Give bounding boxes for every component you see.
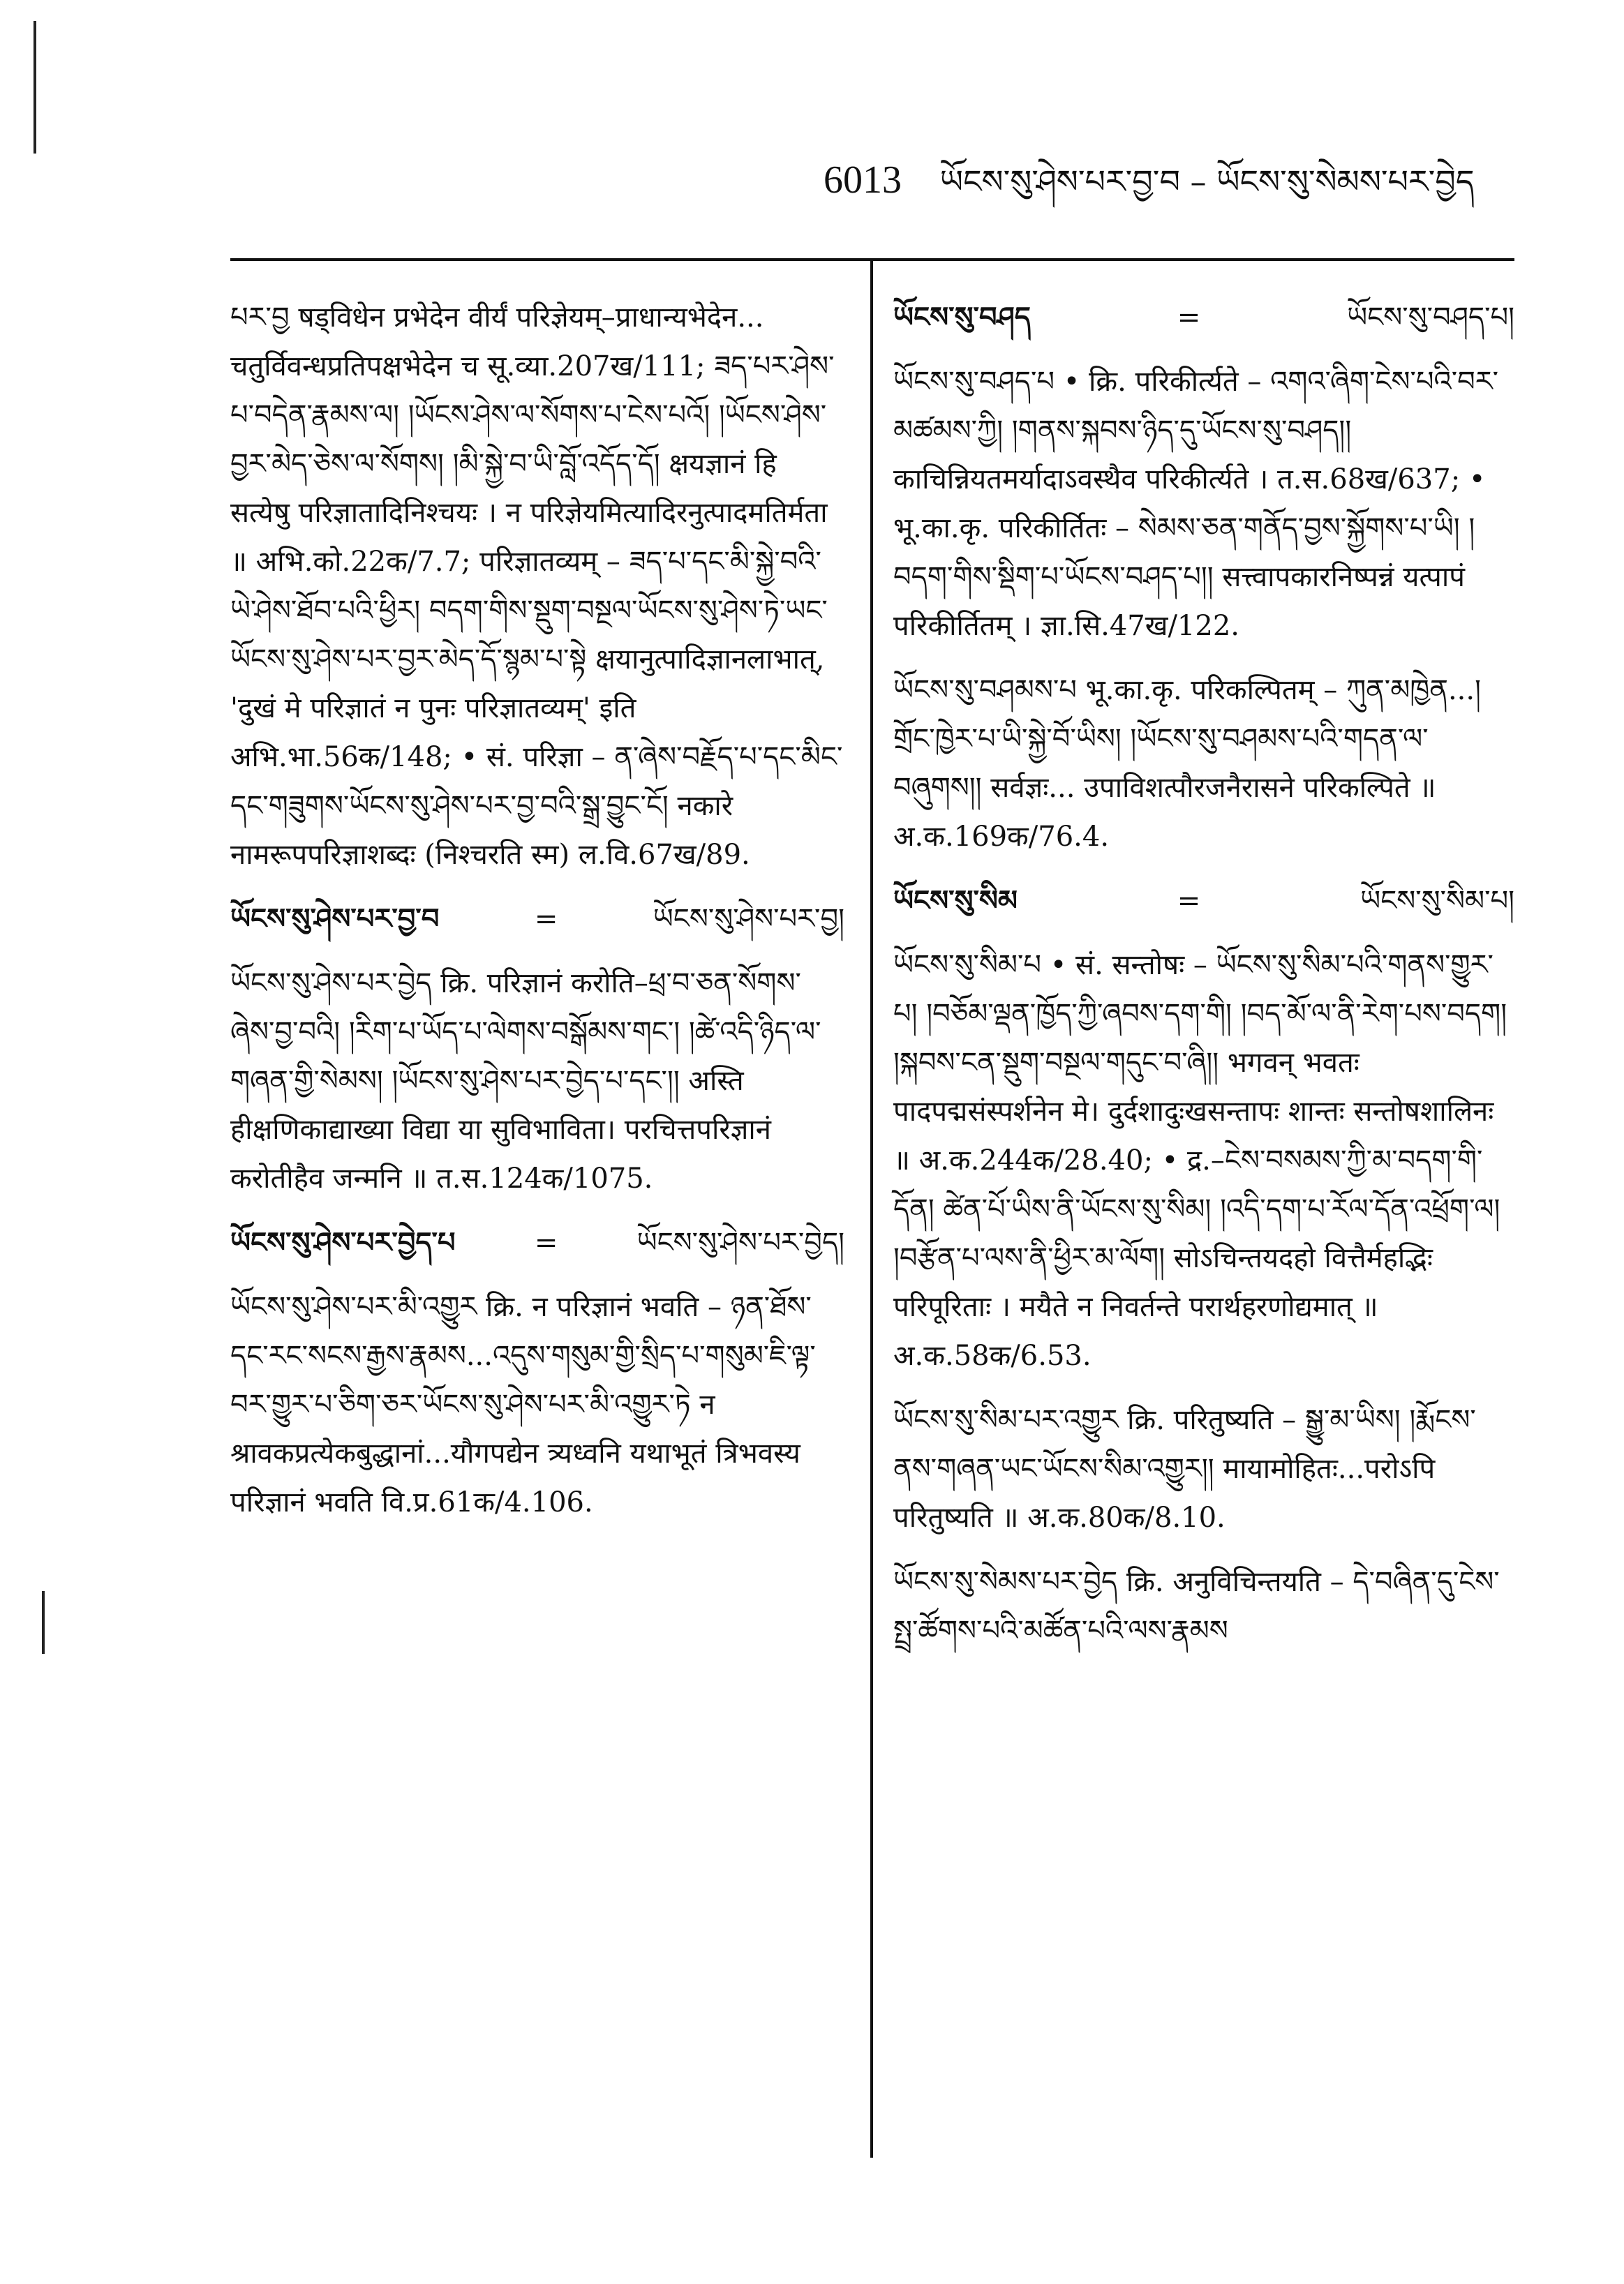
page-header (824, 159, 1514, 202)
cross-reference-entry (893, 876, 1514, 925)
cross-reference-entry (230, 895, 844, 943)
see-also: ཡོངས་སུ་ཤེས་པར་བྱ། (653, 903, 844, 935)
cross-reference-entry (893, 293, 1514, 342)
header-range: ཡོངས་སུ་ཤེས་པར་བྱ་བ – ཡོངས་སུ་སེམས་པར་བྱེད (939, 163, 1475, 200)
equals-sign: = (1177, 885, 1201, 917)
column-divider (870, 260, 873, 2158)
see-also: ཡོངས་སུ་བཤད་པ། (1347, 301, 1514, 334)
equals-sign: = (534, 1227, 558, 1259)
see-also: ཡོངས་སུ་ཤེས་པར་བྱེད། (636, 1227, 844, 1259)
cross-reference-entry (230, 1218, 844, 1267)
headword: ཡོངས་སུ་བཤད (893, 301, 1031, 334)
entry: ཡོངས་སུ་ཤེས་པར་མི་འགྱུར क्रि. न परिज्ञानं भवति – ཉན་ཐོས་དང་རང་སངས་རྒྱས་རྣམས...འདུས་གསུམ་གྱི་སྲིད་པ་གསུམ་ཇི་ལྟ་བར་གྱུར་པ་ཅིག་ཅར་ཡོངས་སུ་ཤེས་པར་མི་འགྱུར་ཏེ न श्रावकप्रत्येकबुद्धानां...यौगपद्येन त्र्यध्वनि यथाभूतं त्रिभवस्य परिज्ञानं भवति वि.प्र.61क/4.106. (230, 1291, 816, 1518)
entry: ཡོངས་སུ་བཤམས་པ भू.का.कृ. परिकल्पितम् – ཀུན་མཁྱེན...།གྲོང་ཁྱེར་པ་ཡི་སྐྱེ་བོ་ཡིས། །ཡོངས་སུ་བཤམས་པའི་གདན་ལ་བཞུགས།། सर्वज्ञः... उपाविशत्पौरजनैरासने परिकल्पिते ॥ अ.क.169क/76.4. (893, 674, 1481, 853)
scan-margin-mark (42, 1591, 45, 1654)
right-column (893, 293, 1514, 1671)
left-column (230, 293, 844, 1542)
entry: ཡོངས་སུ་སིམ་པ • सं. सन्तोषः – ཡོངས་སུ་སིམ་པའི་གནས་གྱུར་པ། །བཅོམ་ལྡན་ཁྱོད་ཀྱི་ཞབས་དག་གི། །བད་མོ་ལ་ནི་རེག་པས་བདག། །སྐབས་ངན་སྡུག་བསྔལ་གདུང་བ་ཞི།། भगवन् भवतः पादपद्मसंस्पर्शनेन मे। दुर्दशादुःखसन्तापः शान्तः सन्तोषशालिनः ॥ अ.क.244क/28.40; • द्र.–ངེས་བསམས་ཀྱི་མ་བདག་གི་དོན། ཚེན་པོ་ཡིས་ནི་ཡོངས་སུ་སིམ། །འདི་དག་པ་རོལ་དོན་འཕྲོག་ལ། །བརྩོན་པ་ལས་ནི་ཕྱིར་མ་ལོག། सोऽचिन्तयदहो वित्तैर्महद्भिः परिपूरिताः । मयैते न निवर्तन्ते परार्थहरणोद्यमात् ॥ अ.क.58क/6.53. (893, 949, 1507, 1372)
scan-margin-line (33, 21, 36, 154)
entry: ཡོངས་སུ་ཤེས་པར་བྱེད क्रि. परिज्ञानं करोति–ཕྲ་བ་ཅན་སོགས་ཞེས་བྱ་བའི། །རིག་པ་ཡོད་པ་ལེགས་བསྒོམས་གང་། །ཚེ་འདི་ཉིད་ལ་གཞན་གྱི་སེམས། །ཡོངས་སུ་ཤེས་པར་བྱེད་པ་དང་།། अस्ति हीक्षणिकाद्याख्या विद्या या सुविभाविता। परचित्तपरिज्ञानं करोतीहैव जन्मनि ॥ त.स.124क/1075. (230, 967, 821, 1195)
headword: ཡོངས་སུ་ཤེས་པར་བྱ་བ (230, 902, 440, 935)
entry: པར་བྱ षड्विधेन प्रभेदेन वीर्यं परिज्ञेयम्–प्राधान्यभेदेन... चतुर्विवन्धप्रतिपक्षभेदेन च सू.व्या.207ख/111; ཟད་པར་ཤེས་པ་བདེན་རྣམས་ལ། །ཡོངས་ཤེས་ལ་སོགས་པ་ངེས་པའོ། །ཡོངས་ཤེས་བྱར་མེད་ཅེས་ལ་སོགས། །མི་སྐྱེ་བ་ཡི་བློ་འདོད་དོ། क्षयज्ञानं हि सत्येषु परिज्ञातादिनिश्चयः । न परिज्ञेयमित्यादिरनुत्पादमतिर्मता ॥ अभि.को.22क/7.7; परिज्ञातव्यम् – ཟད་པ་དང་མི་སྐྱེ་བའི་ཡེ་ཤེས་ཐོབ་པའི་ཕྱིར། བདག་གིས་སྡུག་བསྔལ་ཡོངས་སུ་ཤེས་ཏེ་ཡང་ཡོངས་སུ་ཤེས་པར་བྱར་མེད་དོ་སྙམ་པ་སྟེ क्षयानुत्पादिज्ञानलाभात्, 'दुखं मे परिज्ञातं न पुनः परिज्ञातव्यम्' इति अभि.भा.56क/148; • सं. परिज्ञा – ན་ཞེས་བརྗོད་པ་དང་མིང་དང་གཟུགས་ཡོངས་སུ་ཤེས་པར་བྱ་བའི་སྒྲ་བྱུང་ངོ། नकारे नामरूपपरिज्ञाशब्दः (निश्चरति स्म) ल.वि.67ख/89. (230, 301, 843, 871)
page-number: 6013 (824, 158, 902, 202)
equals-sign: = (1177, 301, 1201, 334)
entry: ཡོངས་སུ་སིམ་པར་འགྱུར क्रि. परितुष्यति – སྒྱུ་མ་ཡིས། །རྨོངས་ནས་གཞན་ཡང་ཡོངས་སིམ་འགྱུར།། मायामोहितः...परोऽपि परितुष्यति ॥ अ.क.80क/8.10. (893, 1404, 1476, 1534)
headword: ཡོངས་སུ་སིམ (893, 884, 1018, 917)
headword: ཡོངས་སུ་ཤེས་པར་བྱེད་པ (230, 1226, 456, 1259)
see-also: ཡོངས་སུ་སིམ་པ། (1360, 885, 1514, 917)
entry: ཡོངས་སུ་བཤད་པ • क्रि. परिकीर्त्यते – འགའ་ཞིག་ངེས་པའི་བར་མཚམས་ཀྱི། །གནས་སྐབས་ཉིད་དུ་ཡོངས་སུ་བཤད།། काचिन्नियतमर्यादाऽवस्थैव परिकीर्त्यते । त.स.68ख/637; • भू.का.कृ. परिकीर्तितः – སེམས་ཅན་གནོད་བྱས་སྐྱོགས་པ་ཡི། །བདག་གིས་སྡིག་པ་ཡོངས་བཤད་པ།། सत्त्वापकारनिष्पन्नं यत्पापं परिकीर्तितम् । ज्ञा.सि.47ख/122. (893, 366, 1499, 642)
equals-sign: = (534, 903, 558, 935)
entry: ཡོངས་སུ་སེམས་པར་བྱེད क्रि. अनुविचिन्तयति – དེ་བཞིན་དུ་ངེས་སྤྲ་ཚོགས་པའི་མཚོན་པའི་ལས་རྣམས (893, 1566, 1500, 1647)
